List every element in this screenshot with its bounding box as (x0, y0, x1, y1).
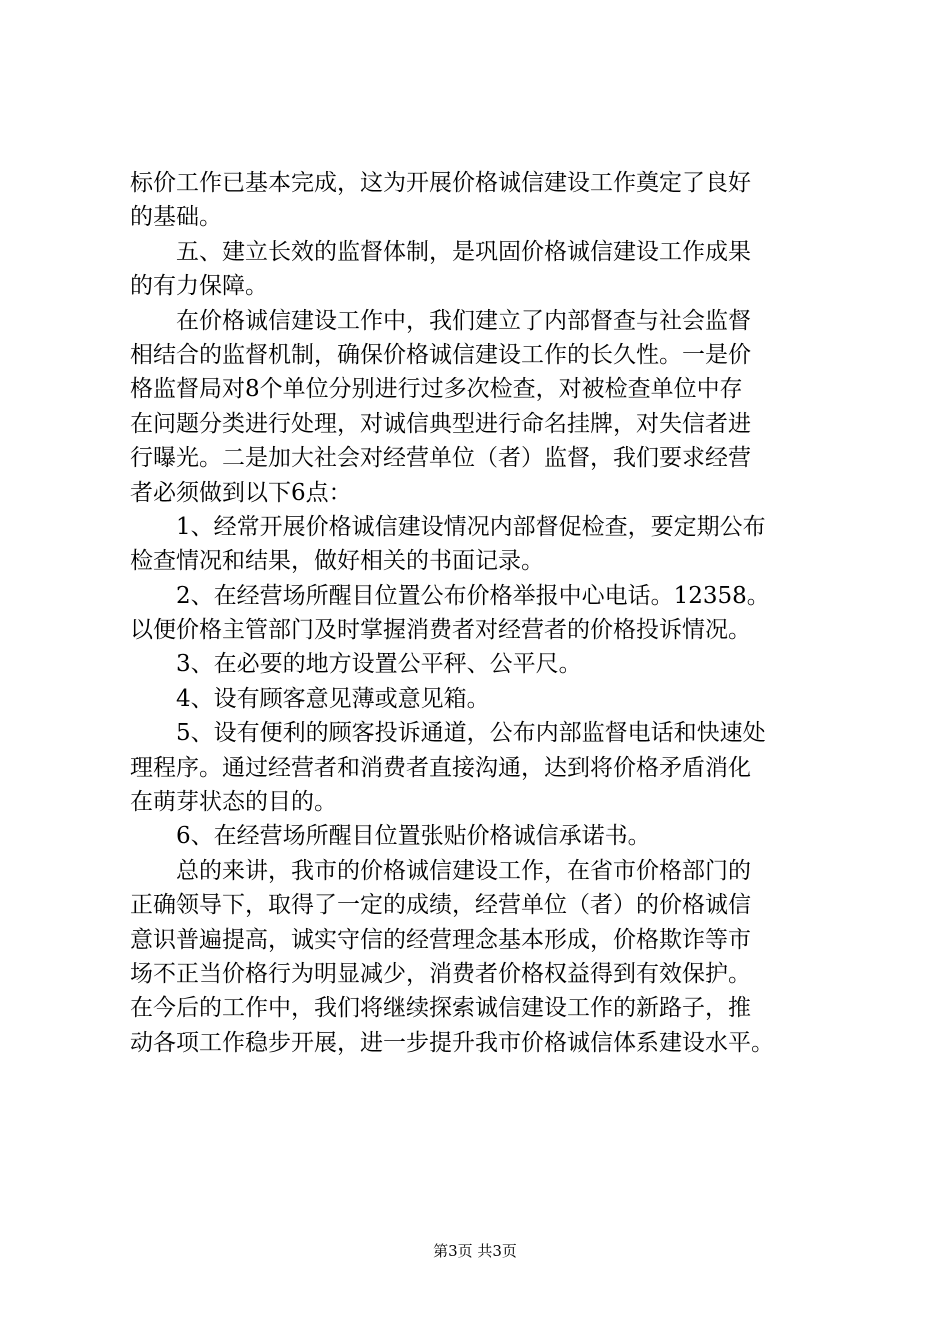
body-line: 场不正当价格行为明显减少，消费者价格权益得到有效保护。 (130, 960, 751, 987)
section-heading-line: 的有力保障。 (130, 273, 268, 300)
list-item-line: 检查情况和结果，做好相关的书面记录。 (130, 548, 544, 575)
body-line: 行曝光。二是加大社会对经营单位（者）监督，我们要求经营 (130, 445, 751, 472)
section-heading-line: 五、建立长效的监督体制，是巩固价格诚信建设工作成果 (176, 238, 751, 265)
page-number-footer: 第3页 共3页 (433, 1242, 517, 1260)
body-line: 标价工作已基本完成，这为开展价格诚信建设工作奠定了良好 (130, 170, 751, 196)
body-line: 的基础。 (130, 204, 222, 231)
list-item-line: 2、在经营场所醒目位置公布价格举报中心电话。12358。 (176, 582, 770, 609)
body-line: 意识普遍提高，诚实守信的经营理念基本形成，价格欺诈等市 (130, 926, 751, 953)
document-body (130, 166, 850, 1060)
list-item-line: 理程序。通过经营者和消费者直接沟通，达到将价格矛盾消化 (130, 754, 751, 781)
list-item-line: 4、设有顾客意见薄或意见箱。 (176, 685, 490, 712)
body-line: 在今后的工作中，我们将继续探索诚信建设工作的新路子，推 (130, 995, 751, 1022)
body-line: 在价格诚信建设工作中，我们建立了内部督查与社会监督 (176, 307, 751, 334)
list-item-line: 5、设有便利的顾客投诉通道，公布内部监督电话和快速处 (176, 720, 766, 747)
list-item-line: 以便价格主管部门及时掌握消费者对经营者的价格投诉情况。 (130, 617, 751, 644)
body-line: 格监督局对8个单位分别进行过多次检查，对被检查单位中存 (130, 376, 743, 403)
list-item-line: 6、在经营场所醒目位置张贴价格诚信承诺书。 (176, 823, 651, 850)
body-line: 在问题分类进行处理，对诚信典型进行命名挂牌，对失信者进 (130, 410, 751, 437)
body-line: 相结合的监督机制，确保价格诚信建设工作的长久性。一是价 (130, 341, 751, 368)
body-line: 正确领导下，取得了一定的成绩，经营单位（者）的价格诚信 (130, 892, 751, 919)
list-item-line: 3、在必要的地方设置公平秤、公平尺。 (176, 651, 582, 678)
list-item-line: 1、经常开展价格诚信建设情况内部督促检查，要定期公布 (176, 513, 766, 540)
body-line: 动各项工作稳步开展，进一步提升我市价格诚信体系建设水平。 (130, 1029, 774, 1056)
list-item-line: 在萌芽状态的目的。 (130, 789, 337, 816)
body-line: 者必须做到以下6点： (130, 479, 352, 506)
body-line: 总的来讲，我市的价格诚信建设工作，在省市价格部门的 (176, 857, 751, 884)
